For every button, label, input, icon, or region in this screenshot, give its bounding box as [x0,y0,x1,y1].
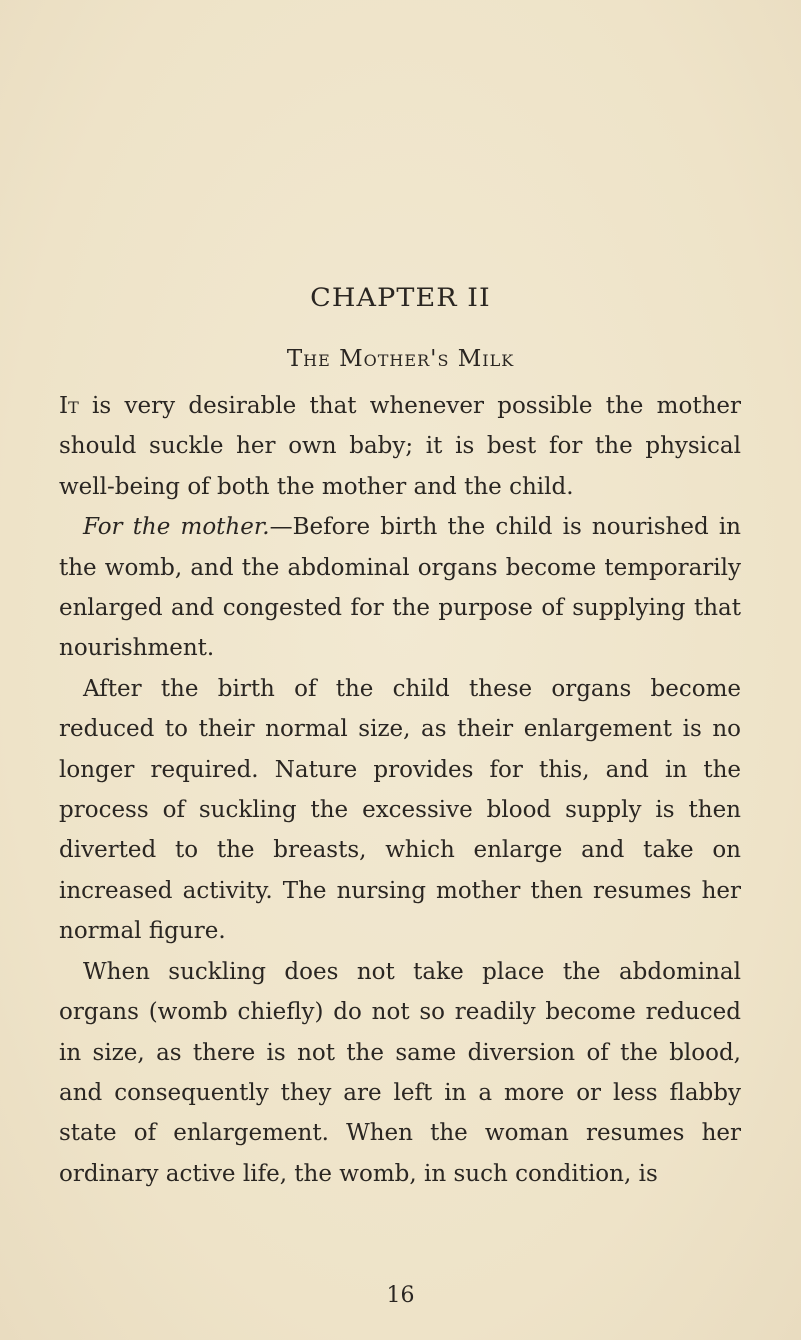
paragraph-1-lead: It [59,393,79,419]
paragraph-2-lead: For the mother. [83,514,270,541]
paragraph-1 [59,386,741,507]
paragraph-3: After the birth of the child these organs become reduced to their normal size, as their enlargement is no longer required. Nature provides for this, and in the process of suckling the excessive blood supply is then diverted to the breasts, which enlarge and take on increased activity. The nursing mother then resumes her normal figure. [59,675,741,945]
paragraph-2 [59,507,741,669]
paragraph-4: When suckling does not take place the abdominal organs (womb chiefly) do not so readily become reduced in size, as there is not the same diversion of the blood, and consequently they are left in a more or less flabby state of enlargement. When the woman resumes her ordinary active life, the womb, in such condition, is [59,958,741,1187]
page-number: 16 [386,1283,415,1308]
paragraph-1-text: is very desirable that whenever possible the mother should suckle her own baby; it is best for the physical well-being of both the mother and the child. [59,393,741,500]
body-text [59,386,741,1194]
paragraph-2-text: —Before birth the child is nourished in the womb, and the abdominal organs become temporarily enlarged and congested for the purpose of supplying that nourishment. [59,514,741,662]
chapter-title: The Mother's Milk [286,346,515,372]
chapter-heading: CHAPTER II [310,283,491,312]
